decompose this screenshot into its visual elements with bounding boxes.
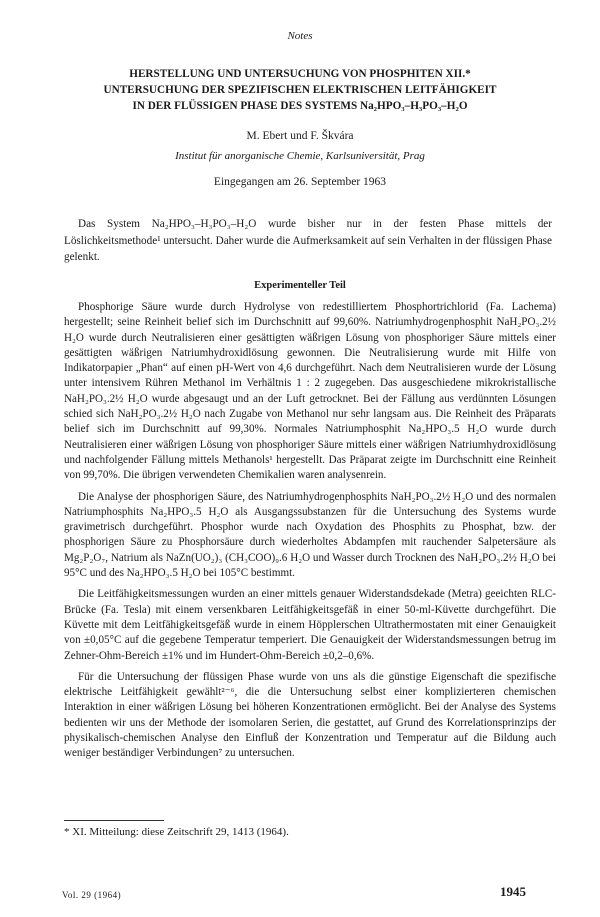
paragraph: Für die Untersuchung der flüssigen Phase wurde von uns als die günstige Eigenschaft die spezifische elektrische Leitfähigkeit gewählt²⁻⁶, die die Untersuchung selbst einer komplizierteren chemischen Interaktion in einer wäßrigen Lösung bei höheren Konzentrationen ermöglicht. Bei der Analyse des Systems bedienten wir uns der Methode der isomolaren Serien, die gestattet, auf Grund des Korrelationsprinzips der physikalisch-chemischen Analyse den Einfluß der Konzentration und Temperatur auf die Bildung auch weniger beständiger Verbindungen⁷ zu untersuchen.	[64, 670, 556, 760]
page-number: 1945	[500, 884, 526, 899]
abstract: Das System Na₂HPO₃–H₃PO₃–H₂O wurde bisher nur in der festen Phase mittels der Löslichkeitsmethode¹ untersucht. Daher wurde die Aufmerksamkeit auf sein Verhalten in der flüssigen Phase gelenkt.	[64, 218, 552, 263]
title-line: HERSTELLUNG UND UNTERSUCHUNG VON PHOSPHITEN XII.*	[129, 68, 471, 80]
footnote: * XI. Mitteilung: diese Zeitschrift 29, 1413 (1964).	[64, 826, 289, 838]
received-date: Eingegangen am 26. September 1963	[213, 176, 387, 188]
paragraph: Die Analyse der phosphorigen Säure, des Natriumhydrogenphosphits NaH₂PO₃.2½ H₂O und des normalen Natriumphosphits Na₂HPO₃.5 H₂O als Ausgangssubstanzen für die Untersuchung des Systems wurde gravimetrisch durchgeführt. Phosphor wurde nach Oxydation des Phosphits zu Phosphat, bzw. der phosphorigen Säure zu Phosphorsäure durch wiederholtes Abdampfen mit rauchender Salpetersäure als Mg₂P₂O₇, Natrium als NaZn(UO₂)₃ (CH₃COO)₉.6 H₂O und Wasser durch Trocknen des NaH₂PO₃.2½ H₂O bei 95°C und des Na₂HPO₃.5 H₂O bei 105°C bestimmt.	[64, 490, 556, 580]
institute: Institut für anorganische Chemie, Karlsuniversität, Prag	[175, 150, 425, 162]
paragraph: Phosphorige Säure wurde durch Hydrolyse von redestilliertem Phosphortrichlorid (Fa. Lachema) hergestellt; seine Reinheit belief sich im Durchschnitt auf 99,60%. Natriumhydrogenphosphit NaH₂PO₃.2½ H₂O wurde durch Neutralisieren einer gesättigten wäßrigen Lösung von phosphoriger Säure mittels einer gesättigten wäßrigen Natriumhydroxidlösung gewonnen. Die Neutralisierung wurde mit Hilfe von Indikatorpapier „Phan“ auf einen pH-Wert von 4,6 durchgeführt. Nach dem Neutralisieren wurde der Lösung unter intensivem Rühren Methanol im Verhältnis 1 : 2 zugegeben. Das ausgeschiedene mikrokristallische NaH₂PO₃.2½ H₂O wurde abgesaugt und an der Luft getrocknet. Bei der Fällung aus verdünnten Lösungen schied sich NaH₂PO₃.2½ H₂O nach Zugabe von Methanol nur sehr langsam aus. Die Reinheit des Präparats belief sich im Durchschnitt auf 99,30%. Normales Natriumphosphit Na₂HPO₃.5 H₂O wurde durch Neutralisieren einer wäßrigen Lösung von phosphoriger Säure mittels einer wäßrigen Natriumhydroxidlösung und nachfolgender Fällung mittels Methanols¹ hergestellt. Das Präparat zeigte im Durchschnitt eine Reinheit von 99,70%. Die übrigen verwendeten Chemikalien waren analysenrein.	[64, 301, 556, 482]
body-text	[64, 300, 556, 768]
paragraph: Die Leitfähigkeitsmessungen wurden an einer mittels genauer Widerstandsdekade (Metra) geeichten RLC-Brücke (Fa. Tesla) mit einem versenkbaren Leitfähigkeitsgefäß in einer 50-ml-Küvette durchgeführt. Die Küvette mit dem Leitfähigkeitsgefäß wurde in einem Höpplerschen Ultrathermostaten mit einer Genauigkeit von ±0,05°C auf die gegebene Temperatur temperiert. Die Genauigkeit der Widerstandsmessungen betrug im Zehner-Ohm-Bereich ±1% und im Hundert-Ohm-Bereich ±0,2–0,6%.	[64, 588, 556, 662]
title-line: IN DER FLÜSSIGEN PHASE DES SYSTEMS Na₂HPO₃–H₃PO₃–H₂O	[132, 100, 468, 112]
footnote-divider	[64, 820, 164, 821]
article-title	[60, 66, 540, 114]
section-heading: Experimenteller Teil	[254, 280, 346, 291]
authors: M. Ebert und F. Škvára	[246, 130, 354, 142]
journal-reference: Vol. 29 (1964)	[62, 890, 122, 900]
title-line: UNTERSUCHUNG DER SPEZIFISCHEN ELEKTRISCHEN LEITFÄHIGKEIT	[103, 84, 497, 96]
running-header: Notes	[287, 30, 313, 42]
